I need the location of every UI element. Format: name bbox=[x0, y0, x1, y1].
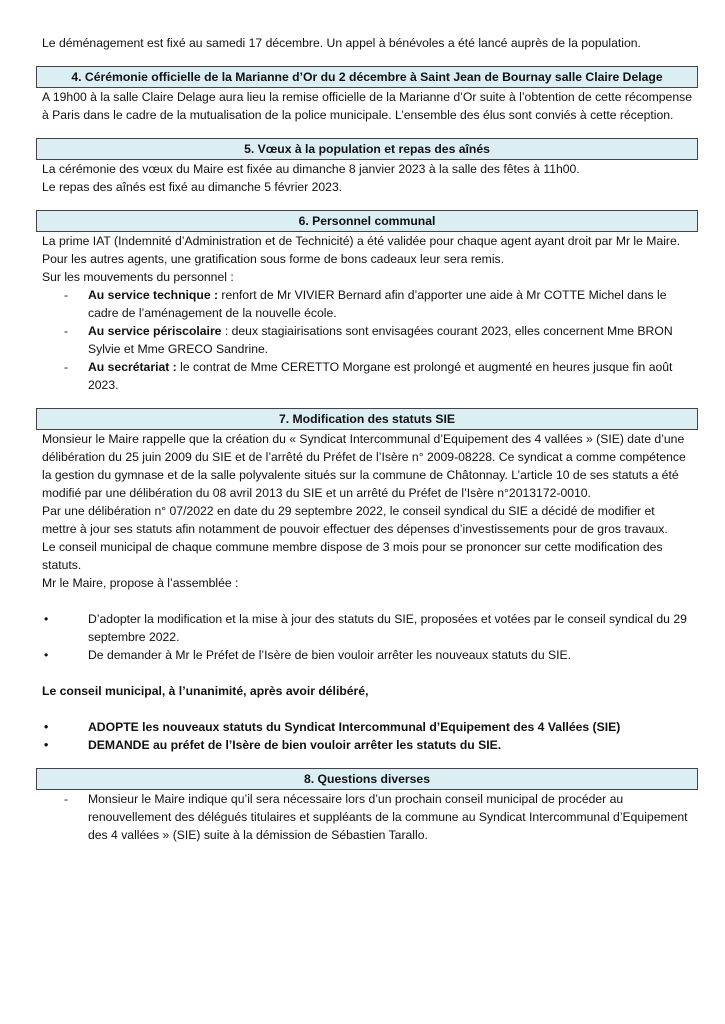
list-item bbox=[42, 736, 692, 754]
section-6-body: La prime IAT (Indemnité d’Administration et de Technicité) a été validée pour chaque agent ayant droit par Mr le Maire. Pour les autres agents, une gratification sous forme de bons cadeaux leur sera remis. bbox=[42, 234, 681, 266]
list-item bbox=[42, 610, 692, 646]
item-text: De demander à Mr le Préfet de l’Isère de bien vouloir arrêter les nouveaux statuts du SIE. bbox=[88, 648, 572, 662]
document-page bbox=[42, 34, 692, 844]
item-text: le contrat de Mme CERETTO Morgane est prolongé et augmenté en heures jusque fin août 2023. bbox=[88, 360, 673, 392]
item-text: : deux stagiairisations sont envisagées courant 2023, elles concernent Mme BRON Sylvie et Mme GRECO Sandrine. bbox=[88, 324, 673, 356]
item-text: D’adopter la modification et la mise à jour des statuts du SIE, proposées et votées par le conseil syndical du 29 septembre 2022. bbox=[88, 612, 687, 644]
list-item bbox=[42, 646, 692, 664]
bullet-icon: • bbox=[44, 738, 49, 752]
bullet-icon: • bbox=[44, 720, 49, 734]
section-5-heading: 5. Vœux à la population et repas des aînés bbox=[36, 138, 698, 160]
decision-list bbox=[42, 718, 692, 754]
section-8-heading: 8. Questions diverses bbox=[36, 768, 698, 790]
item-text: ADOPTE les nouveaux statuts du Syndicat Intercommunal d’Equipement des 4 Vallées (SIE) bbox=[88, 720, 621, 734]
item-label: Au secrétariat : bbox=[88, 360, 177, 374]
section-6-heading: 6. Personnel communal bbox=[36, 210, 698, 232]
section-7-paragraph-4: Mr le Maire, propose à l’assemblée : bbox=[42, 576, 239, 590]
section-7-paragraph-3: Le conseil municipal de chaque commune membre dispose de 3 mois pour se prononcer sur cette modification des statuts. bbox=[42, 540, 663, 572]
section-7-paragraph-1: Monsieur le Maire rappelle que la création du « Syndicat Intercommunal d’Equipement des 4 vallées » (SIE) date d’une délibération du 25 juin 2009 du SIE et de l’arrêté du Préfet de l’Isère n° 2009-08228. Ce syndicat a comme compétence la gestion du gymnase et de la salle polyvalente situés sur la commune de Châtonnay. L’article 10 de ses statuts a été modifié par une délibération du 08 avril 2013 du SIE et un arrêté du Préfet de l’Isère n°2013172-0010. bbox=[42, 432, 686, 500]
section-7-paragraph-2: Par une délibération n° 07/2022 en date du 29 septembre 2022, le conseil syndical du SIE a décidé de modifier et mettre à jour ses statuts afin notamment de pouvoir effectuer des dépenses d’investissements pour de gros travaux. bbox=[42, 504, 668, 536]
section-4-heading: 4. Cérémonie officielle de la Marianne d’Or du 2 décembre à Saint Jean de Bournay salle Claire Delage bbox=[36, 66, 698, 88]
list-item bbox=[42, 322, 692, 358]
list-item bbox=[42, 718, 692, 736]
item-label: Au service périscolaire bbox=[88, 324, 222, 338]
proposal-list bbox=[42, 610, 692, 664]
section-4-body: A 19h00 à la salle Claire Delage aura lieu la remise officielle de la Marianne d’Or suite à l’obtention de cette récompense à Paris dans le cadre de la mutualisation de la police municipale. L’ensemble des élus sont conviés à cette réception. bbox=[42, 90, 692, 122]
bullet-icon: • bbox=[44, 648, 49, 662]
item-text: DEMANDE au préfet de l’Isère de bien vouloir arrêter les statuts du SIE. bbox=[88, 738, 502, 752]
section-7-heading: 7. Modification des statuts SIE bbox=[36, 408, 698, 430]
bullet-icon: • bbox=[44, 612, 49, 626]
item-label: Au service technique : bbox=[88, 288, 219, 302]
section-5-line-2: Le repas des aînés est fixé au dimanche 5 février 2023. bbox=[42, 180, 343, 194]
item-text: Monsieur le Maire indique qu’il sera nécessaire lors d’un prochain conseil municipal de procéder au renouvellement des délégués titulaires et suppléants de la commune au Syndicat Intercommunal d’Equipement des 4 vallées » (SIE) suite à la démission de Sébastien Tarallo. bbox=[88, 792, 688, 842]
list-item bbox=[42, 358, 692, 394]
section-5-line-1: La cérémonie des vœux du Maire est fixée au dimanche 8 janvier 2023 à la salle des fêtes à 11h00. bbox=[42, 162, 580, 176]
section-6-intro: Sur les mouvements du personnel : bbox=[42, 270, 234, 284]
personnel-list bbox=[42, 286, 692, 394]
decision-intro: Le conseil municipal, à l’unanimité, après avoir délibéré, bbox=[42, 684, 369, 698]
questions-list bbox=[42, 790, 692, 844]
list-item bbox=[42, 286, 692, 322]
intro-line: Le déménagement est fixé au samedi 17 décembre. Un appel à bénévoles a été lancé auprès de la population. bbox=[42, 36, 641, 50]
item-text: renfort de Mr VIVIER Bernard afin d’apporter une aide à Mr COTTE Michel dans le cadre de l’aménagement de la nouvelle école. bbox=[88, 288, 667, 320]
list-item bbox=[42, 790, 692, 844]
